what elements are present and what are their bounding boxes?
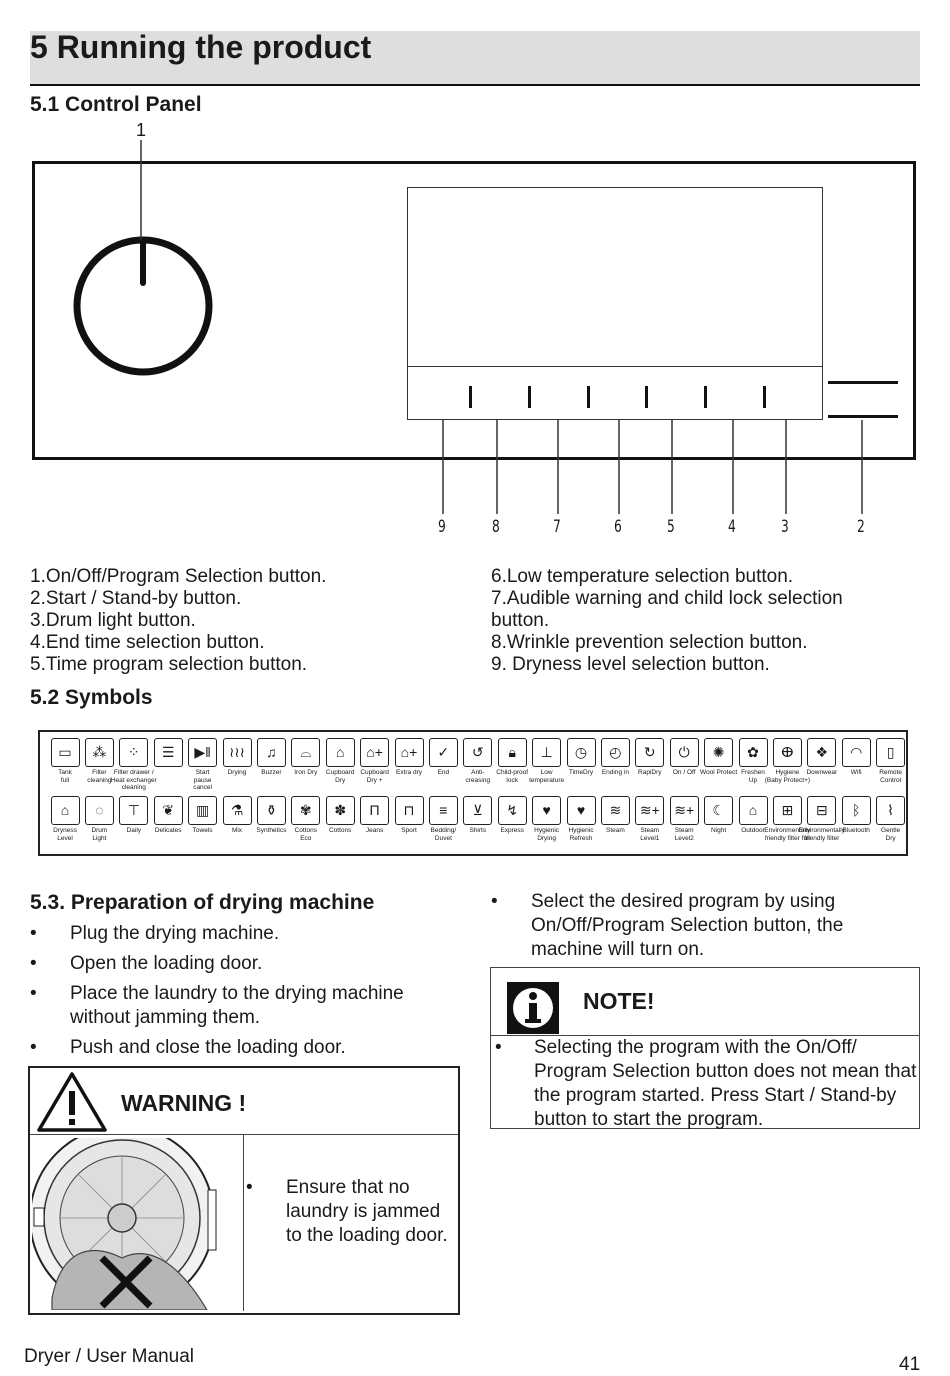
iron-icon: ⌓	[291, 738, 320, 767]
symbol-label: Child-proof lock	[496, 769, 529, 784]
bullet-icon: •	[491, 891, 498, 912]
mix-icon: ⚗	[223, 796, 252, 825]
start-pause-icon: ☰	[154, 738, 183, 767]
cottons-icon: ✽	[326, 796, 355, 825]
symbol-label: Filter drawer / Heat exchanger cleaning	[110, 769, 157, 791]
delicates-icon: ❦	[154, 796, 183, 825]
legend-right	[491, 566, 843, 676]
legend-item: 3.Drum light button.	[30, 610, 196, 631]
tank-icon: ▭	[51, 738, 80, 767]
symbol-label: Buzzer	[261, 769, 282, 776]
end-icon: ✓	[429, 738, 458, 767]
list-item: • Open the loading door.	[30, 953, 263, 974]
baby-icon: ⴲ	[773, 738, 802, 767]
warning-text-item	[246, 1176, 458, 1248]
symbol-label: Iron Dry	[294, 769, 318, 776]
symbol-play-pause	[186, 738, 220, 792]
symbol-label: Bluetooth	[842, 827, 870, 834]
thermometer-icon: ⊥	[532, 738, 561, 767]
symbol-baby	[764, 738, 811, 784]
jeans-icon: Π	[360, 796, 389, 825]
legend-item: 9. Dryness level selection button.	[491, 654, 770, 675]
footer-title: Dryer / User Manual	[24, 1346, 194, 1367]
symbol-gentle-dry	[874, 796, 908, 842]
warning-text: Ensure that no laundry is jammed to the loading door.	[286, 1177, 448, 1246]
play-pause-icon: ▶‖	[188, 738, 217, 767]
preparation-right-step	[491, 890, 891, 968]
symbol-label: TimeDry	[568, 769, 594, 776]
list-item: • Push and close the loading door.	[30, 1037, 346, 1058]
symbol-label: Outdoor	[741, 827, 765, 834]
daily-icon: ⊤	[119, 796, 148, 825]
bullet-icon: •	[30, 953, 37, 974]
symbol-thermometer	[530, 738, 564, 784]
symbol-label: Environmentally friendly filter	[798, 827, 845, 842]
note-text-item	[491, 1036, 917, 1132]
wool-icon: ✺	[704, 738, 733, 767]
symbol-label: On / Off	[672, 769, 696, 776]
callout-6: 6	[613, 517, 622, 537]
night-icon: ☾	[704, 796, 733, 825]
symbols-panel	[38, 730, 908, 856]
symbol-label: Hygiene (Baby Protect+)	[764, 769, 811, 784]
symbol-label: Hygienic Drying	[534, 827, 560, 842]
power-icon: ⏻	[670, 738, 699, 767]
legend-item: 8.Wrinkle prevention selection button.	[491, 632, 808, 653]
steam-level2-icon: ≋+	[670, 796, 699, 825]
cottons-eco-icon: ✾	[291, 796, 320, 825]
callout-5: 5	[666, 517, 675, 537]
warning-box	[28, 1066, 460, 1315]
callout-7: 7	[552, 517, 561, 537]
symbol-label: Remote Control	[879, 769, 902, 784]
symbol-start-pause	[151, 738, 185, 769]
callout-1-label: 1	[136, 120, 147, 140]
symbol-label: Drying	[227, 769, 247, 776]
shirts-icon: ⊻	[463, 796, 492, 825]
page-title: 5 Running the product	[30, 29, 372, 65]
outdoor-icon: ⌂	[739, 796, 768, 825]
preparation-steps	[30, 922, 450, 1066]
synthetics-icon: ⚱	[257, 796, 286, 825]
symbol-bedding	[426, 796, 460, 842]
symbols-heading: 5.2 Symbols	[30, 686, 153, 709]
express-icon: ↯	[498, 796, 527, 825]
symbol-label: Shirts	[469, 827, 487, 834]
symbol-label: Wool Protect	[700, 769, 738, 776]
extra-dry-icon: ⌂+	[395, 738, 424, 767]
symbol-hanger-plus	[358, 738, 392, 784]
legend-item: 5.Time program selection button.	[30, 654, 308, 675]
timer-icon: ◷	[567, 738, 596, 767]
symbol-label: Drum Light	[91, 827, 108, 842]
symbol-steam-level2	[667, 796, 701, 842]
hanger-icon: ⌂	[326, 738, 355, 767]
list-item: • Select the desired program by using On/Off/Program Selection button, the machine will turn on.	[491, 891, 844, 960]
filter-drawer-icon: ⁘	[119, 738, 148, 767]
anti-creasing-icon: ↺	[463, 738, 492, 767]
hanger-plus-icon: ⌂+	[360, 738, 389, 767]
symbol-label: Tank full	[58, 769, 72, 784]
symbol-label: Night	[711, 827, 727, 834]
symbol-label: Environmentally friendly filter full	[764, 827, 811, 842]
symbol-label: Delicates	[154, 827, 182, 834]
filter-icon: ⁂	[85, 738, 114, 767]
symbol-label: Synthetics	[256, 827, 287, 834]
buzzer-icon: ♫	[257, 738, 286, 767]
symbol-label: Towels	[192, 827, 213, 834]
symbol-label: Hygienic Refresh	[568, 827, 594, 842]
env-filter-full-icon: ⊞	[773, 796, 802, 825]
symbol-label: Cottons Eco	[294, 827, 317, 842]
warning-title: WARNING !	[121, 1090, 247, 1116]
symbol-cottons-eco	[289, 796, 323, 842]
symbol-label: Filter cleaning	[87, 769, 112, 784]
symbol-env-filter	[798, 796, 845, 842]
symbol-label: RapiDry	[638, 769, 662, 776]
towels-icon: ▥	[188, 796, 217, 825]
warning-column-divider	[243, 1135, 244, 1311]
steam-icon: ≋	[601, 796, 630, 825]
symbol-label: Extra dry	[395, 769, 422, 776]
note-text: Selecting the program with the On/Off/ Program Selection button does not mean that the program started. Press Start / Stand-by button to start the program.	[534, 1037, 917, 1130]
symbol-label: Steam	[605, 827, 625, 834]
list-item: • Plug the drying machine.	[30, 923, 280, 944]
symbol-label: Downwear	[806, 769, 838, 776]
symbol-hygienic-refresh	[564, 796, 598, 842]
note-title: NOTE!	[583, 988, 655, 1014]
legend-left	[30, 566, 326, 676]
wifi-icon: ◠	[842, 738, 871, 767]
callout-lines	[0, 0, 950, 560]
hygienic-refresh-icon: ♥	[567, 796, 596, 825]
drum-light-icon: ◌	[85, 796, 114, 825]
bullet-icon: •	[30, 983, 37, 1004]
legend-item: 4.End time selection button.	[30, 632, 265, 653]
bullet-icon: •	[30, 923, 37, 944]
symbol-label: Steam Level1	[640, 827, 660, 842]
symbol-label: Wifi	[850, 769, 862, 776]
gentle-dry-icon: ⌇	[876, 796, 905, 825]
legend-item: 2.Start / Stand-by button.	[30, 588, 242, 609]
page-number: 41	[899, 1354, 921, 1375]
symbol-label: Sport	[401, 827, 417, 834]
legend-item: 7.Audible warning and child lock selection	[491, 588, 843, 609]
symbol-label: Anti- creasing	[465, 769, 491, 784]
callout-3: 3	[780, 517, 789, 537]
symbol-label: Daily	[126, 827, 142, 834]
bullet-icon: •	[495, 1037, 502, 1058]
warning-triangle-icon	[36, 1071, 108, 1133]
symbol-label: Low temperature	[529, 769, 565, 784]
symbol-label: Cupboard Dry +	[360, 769, 389, 784]
ending-icon: ◴	[601, 738, 630, 767]
downwear-icon: ❖	[807, 738, 836, 767]
symbol-label: Freshen Up	[741, 769, 765, 784]
steam-level1-icon: ≋+	[635, 796, 664, 825]
rapid-icon: ↻	[635, 738, 664, 767]
note-box	[490, 967, 920, 1129]
symbol-label: Mix	[231, 827, 243, 834]
lock-icon: 🔒︎	[498, 738, 527, 767]
remote-icon: ▯	[876, 738, 905, 767]
legend-item: 6.Low temperature selection button.	[491, 566, 794, 587]
bluetooth-icon: ᛒ	[842, 796, 871, 825]
symbol-label: Express	[500, 827, 524, 834]
symbol-remote	[874, 738, 908, 784]
info-icon	[507, 982, 559, 1034]
sport-icon: ⊓	[395, 796, 424, 825]
symbol-filter-drawer	[110, 738, 157, 792]
callout-9: 9	[437, 517, 446, 537]
dryness-icon: ⌂	[51, 796, 80, 825]
callout-8: 8	[491, 517, 500, 537]
symbol-label: Gentle Dry	[881, 827, 901, 842]
legend-item: 1.On/Off/Program Selection button.	[30, 566, 327, 587]
symbol-label: End	[437, 769, 450, 776]
env-filter-icon: ⊟	[807, 796, 836, 825]
symbol-label: Jeans	[365, 827, 384, 834]
warning-divider	[30, 1134, 458, 1135]
control-panel-heading: 5.1 Control Panel	[30, 93, 202, 116]
symbol-label: Ending in	[601, 769, 629, 776]
symbol-label: Start pause cancel	[193, 769, 212, 791]
symbol-drum-light	[82, 796, 116, 842]
callout-2: 2	[856, 517, 865, 537]
bedding-icon: ≡	[429, 796, 458, 825]
list-item: • Place the laundry to the drying machine without jamming them.	[30, 983, 404, 1028]
symbol-label: Steam Level2	[674, 827, 694, 842]
bullet-icon: •	[246, 1177, 253, 1198]
dryer-door-jammed-illustration	[32, 1138, 240, 1310]
legend-item: button.	[491, 610, 550, 631]
symbol-label: Bedding/ Duvet	[430, 827, 457, 842]
hygienic-drying-icon: ♥	[532, 796, 561, 825]
symbol-label: Cupboard Dry	[325, 769, 355, 784]
symbol-label: Cottons	[328, 827, 352, 834]
bullet-icon: •	[30, 1037, 37, 1058]
freshen-icon: ✿	[739, 738, 768, 767]
drying-icon: ≀≀≀	[223, 738, 252, 767]
preparation-heading: 5.3. Preparation of drying machine	[30, 891, 375, 914]
callout-4: 4	[727, 517, 736, 537]
symbol-label: Dryness Level	[53, 827, 77, 842]
